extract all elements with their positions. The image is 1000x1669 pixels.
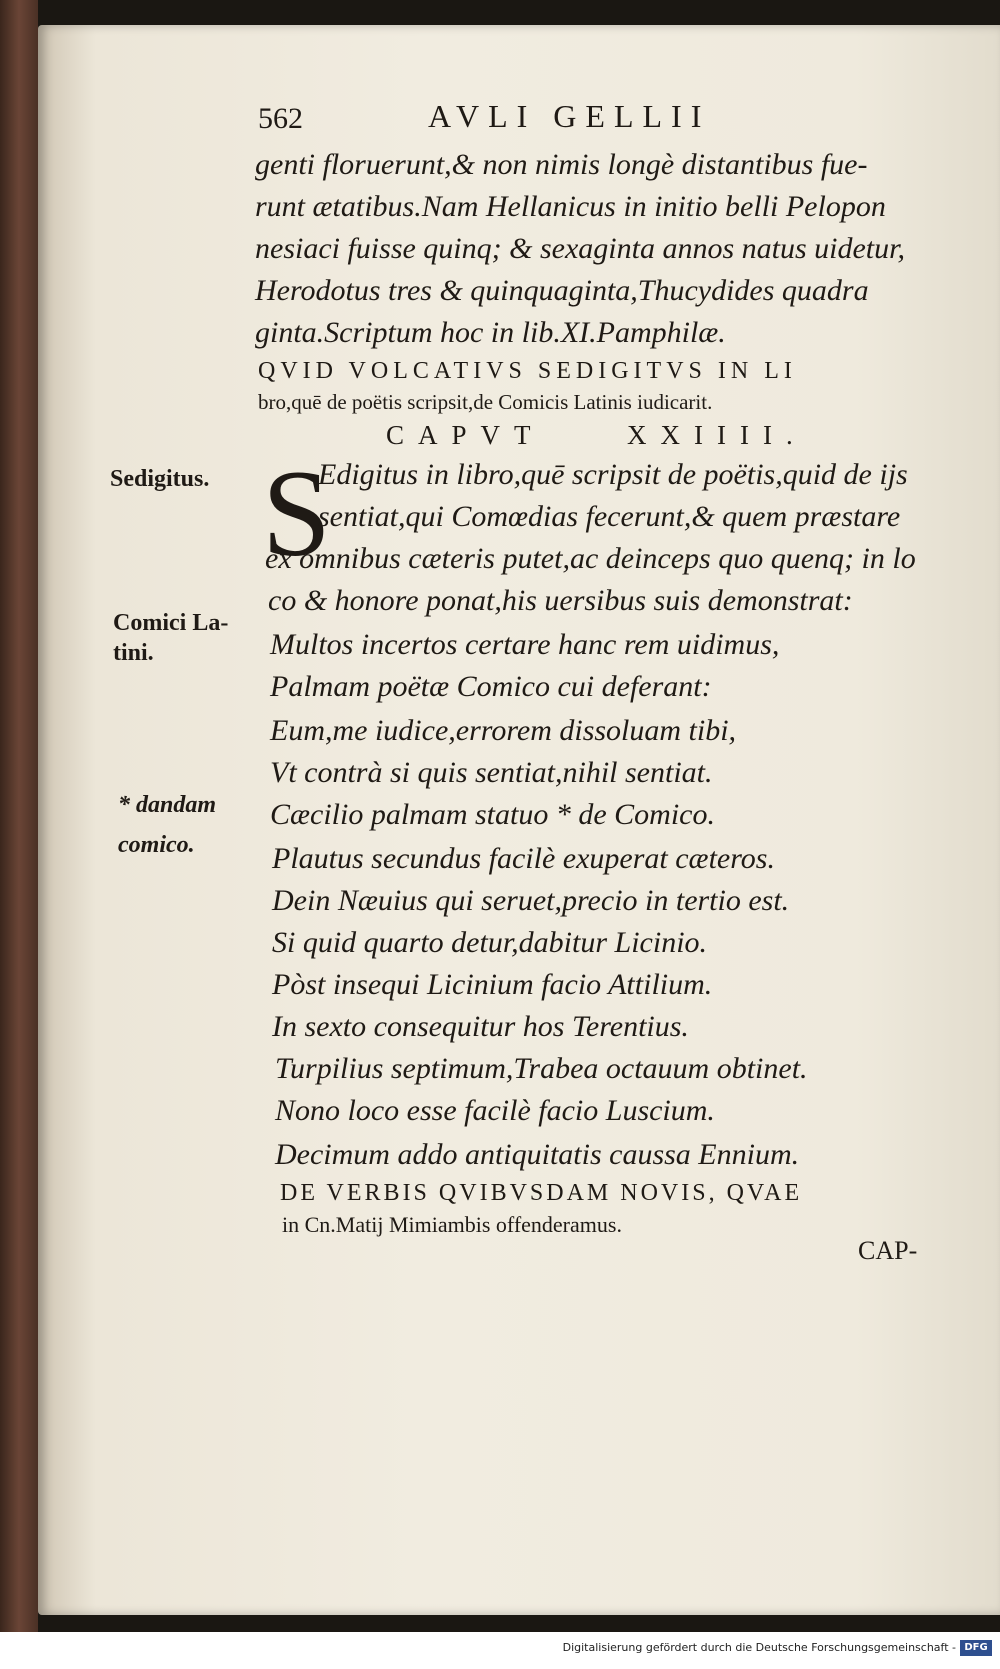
verse-line: In sexto consequitur hos Terentius. — [272, 1010, 689, 1043]
verse-line: Cæcilio palmam statuo * de Comico. — [270, 798, 715, 831]
next-heading-line: in Cn.Matij Mimiambis offenderamus. — [282, 1212, 622, 1237]
verse-line: Decimum addo antiquitatis caussa Ennium. — [275, 1138, 800, 1171]
next-heading-line: DE VERBIS QVIBVSDAM NOVIS, QVAE — [280, 1180, 803, 1206]
text-line: genti floruerunt,& non nimis longè distantibus fue- — [255, 148, 868, 181]
text-line: nesiaci fuisse quinq; & sexaginta annos natus uidetur, — [255, 232, 905, 265]
text-line: co & honore ponat,his uersibus suis demonstrat: — [268, 584, 853, 617]
running-head — [258, 98, 778, 142]
text-line: ex omnibus cæteris putet,ac deinceps quo quenq; in lo — [265, 542, 916, 575]
drop-cap: S — [262, 445, 331, 582]
running-title: AVLI GELLII — [428, 98, 711, 134]
funding-note: Digitalisierung gefördert durch die Deutsche Forschungsgemeinschaft - — [562, 1641, 956, 1654]
text-line: sentiat,qui Comœdias fecerunt,& quem præstare — [318, 500, 901, 533]
verse-line: Palmam poëtæ Comico cui deferant: — [270, 670, 712, 703]
text-line: ginta.Scriptum hoc in lib.XI.Pamphilæ. — [255, 316, 726, 349]
margin-note-comici: tini. — [113, 640, 154, 666]
page-number: 562 — [258, 102, 303, 135]
chapter-number: CAPVT XXIIII. — [386, 420, 807, 450]
verse-line: Eum,me iudice,errorem dissoluam tibi, — [270, 714, 737, 747]
verse-line: Pòst insequi Licinium facio Attilium. — [272, 968, 713, 1001]
dfg-logo: DFG — [960, 1640, 992, 1656]
text-line: runt ætatibus.Nam Hellanicus in initio belli Pelopon — [255, 190, 886, 223]
verse-line: Nono loco esse facilè facio Luscium. — [275, 1094, 715, 1127]
text-line: Edigitus in libro,quē scripsit de poëtis,quid de ijs — [318, 458, 908, 491]
chapter-title-line: bro,quē de poëtis scripsit,de Comicis Latinis iudicarit. — [258, 390, 713, 414]
chapter-title-line: QVID VOLCATIVS SEDIGITVS IN LI — [258, 358, 797, 384]
verse-line: Vt contrà si quis sentiat,nihil sentiat. — [270, 756, 713, 789]
margin-note-sedigitus: Sedigitus. — [110, 466, 210, 492]
margin-note-dandam: comico. — [118, 832, 195, 858]
verse-line: Turpilius septimum,Trabea octauum obtinet. — [275, 1052, 808, 1085]
book-binding-edge — [0, 0, 38, 1632]
text-line: Herodotus tres & quinquaginta,Thucydides quadra — [255, 274, 869, 307]
margin-note-dandam: * dandam — [118, 792, 217, 818]
margin-note-comici: Comici La- — [113, 610, 229, 636]
catchword: CAP- — [858, 1236, 918, 1265]
verse-line: Si quid quarto detur,dabitur Licinio. — [272, 926, 708, 959]
verse-line: Plautus secundus facilè exuperat cæteros. — [272, 842, 775, 875]
verse-line: Multos incertos certare hanc rem uidimus, — [270, 628, 780, 661]
verse-line: Dein Næuius qui seruet,precio in tertio est. — [272, 884, 790, 917]
digitization-footer — [0, 1632, 1000, 1669]
